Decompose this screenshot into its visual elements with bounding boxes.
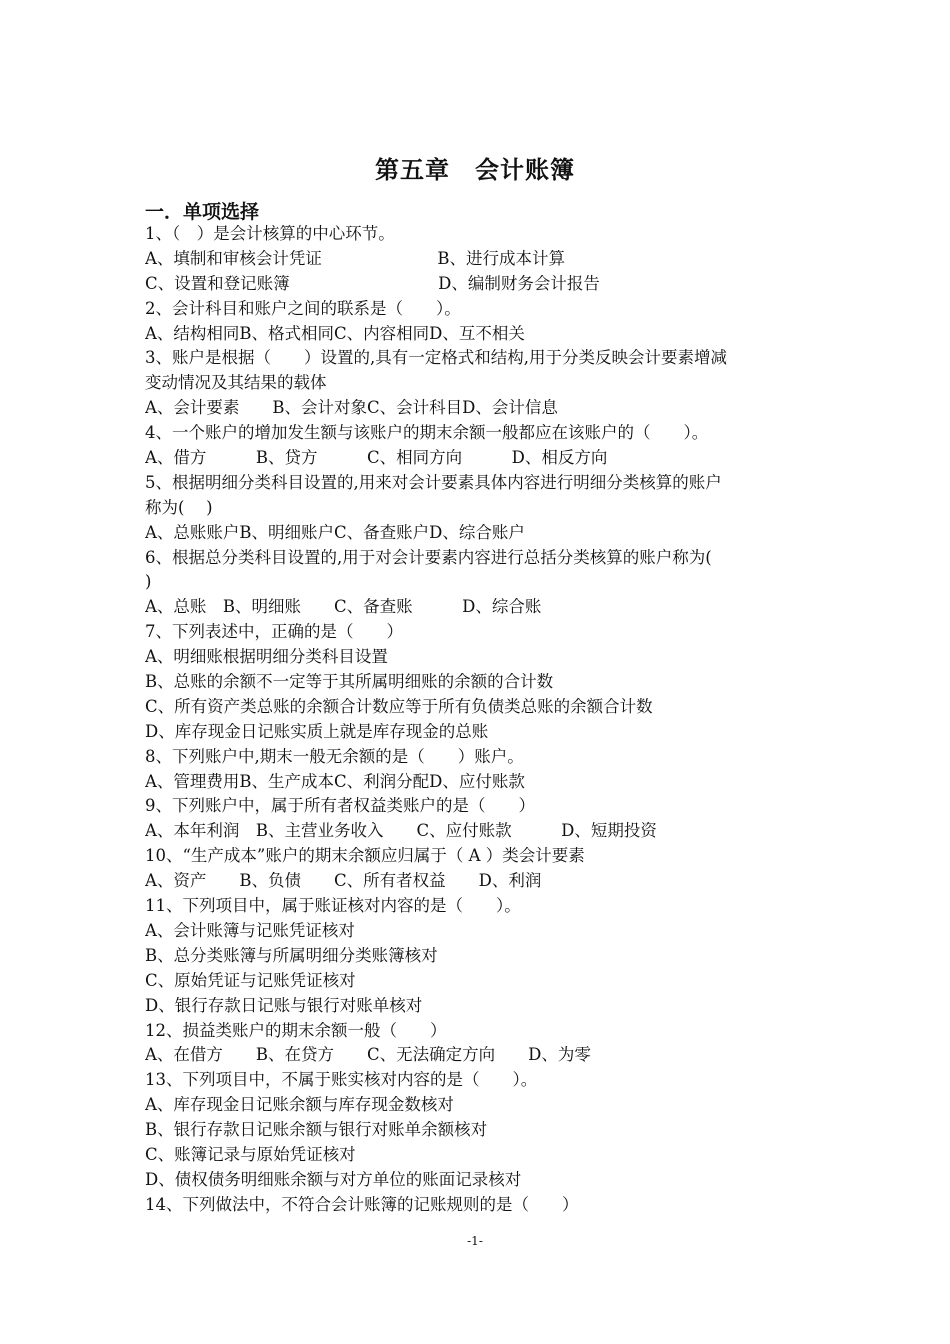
text-line: 1、（ ）是会计核算的中心环节。 <box>145 224 395 243</box>
question-body <box>145 222 815 1218</box>
text-line: D、库存现金日记账实质上就是库存现金的总账 <box>145 721 489 741</box>
text-line: B、银行存款日记账余额与银行对账单余额核对 <box>145 1120 488 1140</box>
text-line: C、设置和登记账簿 D、编制财务会计报告 <box>145 273 600 293</box>
text-line: 7、下列表述中，正确的是（ ） <box>145 622 403 642</box>
text-line: B、总分类账簿与所属明细分类账簿核对 <box>145 945 438 965</box>
text-line: 4、一个账户的增加发生额与该账户的期末余额一般都应在该账户的（ ）。 <box>145 423 709 443</box>
text-line: C、所有资产类总账的余额合计数应等于所有负债类总账的余额合计数 <box>145 696 653 716</box>
text-line: 5、根据明细分类科目设置的,用来对会计要素具体内容进行明细分类核算的账户 <box>145 472 722 492</box>
text-line: 8、下列账户中,期末一般无余额的是（ ）账户。 <box>145 746 524 766</box>
text-line: 11、下列项目中，属于账证核对内容的是（ ）。 <box>145 896 521 916</box>
text-line: A、总账 B、明细账 C、备查账 D、综合账 <box>145 597 542 617</box>
text-line: A、在借方 B、在贷方 C、无法确定方向 D、为零 <box>145 1045 591 1065</box>
text-line: D、债权债务明细账余额与对方单位的账面记录核对 <box>145 1169 522 1189</box>
text-line: C、原始凭证与记账凭证核对 <box>145 970 356 990</box>
text-line: 9、下列账户中，属于所有者权益类账户的是（ ） <box>145 796 535 816</box>
text-line: ) <box>145 572 152 592</box>
page-number: -1- <box>467 1234 483 1248</box>
text-line: A、填制和审核会计凭证 B、进行成本计算 <box>145 248 566 268</box>
text-line: A、会计要素 B、会计对象C、会计科目D、会计信息 <box>145 398 558 418</box>
text-line: 变动情况及其结果的载体 <box>145 373 327 393</box>
text-line: 2、会计科目和账户之间的联系是（ ）。 <box>145 298 461 318</box>
text-line: C、账簿记录与原始凭证核对 <box>145 1144 356 1164</box>
text-line: 称为( ) <box>145 497 213 517</box>
text-line: 12、损益类账户的期末余额一般（ ） <box>145 1020 447 1040</box>
text-line: A、管理费用B、生产成本C、利润分配D、应付账款 <box>145 771 525 791</box>
text-line: 13、下列项目中，不属于账实核对内容的是（ ）。 <box>145 1070 538 1090</box>
text-line: B、总账的余额不一定等于其所属明细账的余额的合计数 <box>145 672 554 692</box>
text-line: A、资产 B、负债 C、所有者权益 D、利润 <box>145 871 542 891</box>
text-line: 10、“生产成本”账户的期末余额应归属于（ A ）类会计要素 <box>145 846 585 866</box>
text-line: 3、账户是根据（ ）设置的,具有一定格式和结构,用于分类反映会计要素增减 <box>145 348 727 368</box>
text-line: A、明细账根据明细分类科目设置 <box>145 647 388 667</box>
text-line: A、总账账户B、明细账户C、备查账户D、综合账户 <box>145 522 525 542</box>
text-line: A、本年利润 B、主营业务收入 C、应付账款 D、短期投资 <box>145 821 657 841</box>
text-line: 14、下列做法中，不符合会计账簿的记账规则的是（ ） <box>145 1194 579 1214</box>
section-heading: 一．单项选择 <box>145 201 260 223</box>
text-line: A、结构相同B、格式相同C、内容相同D、互不相关 <box>145 323 525 343</box>
text-line: A、库存现金日记账余额与库存现金数核对 <box>145 1095 454 1115</box>
chapter-title: 第五章 会计账簿 <box>375 156 575 184</box>
text-line: 6、根据总分类科目设置的,用于对会计要素内容进行总括分类核算的账户称为( <box>145 547 712 567</box>
text-line: A、借方 B、贷方 C、相同方向 D、相反方向 <box>145 448 608 468</box>
text-line: D、银行存款日记账与银行对账单核对 <box>145 995 423 1015</box>
text-line: A、会计账簿与记账凭证核对 <box>145 920 355 940</box>
